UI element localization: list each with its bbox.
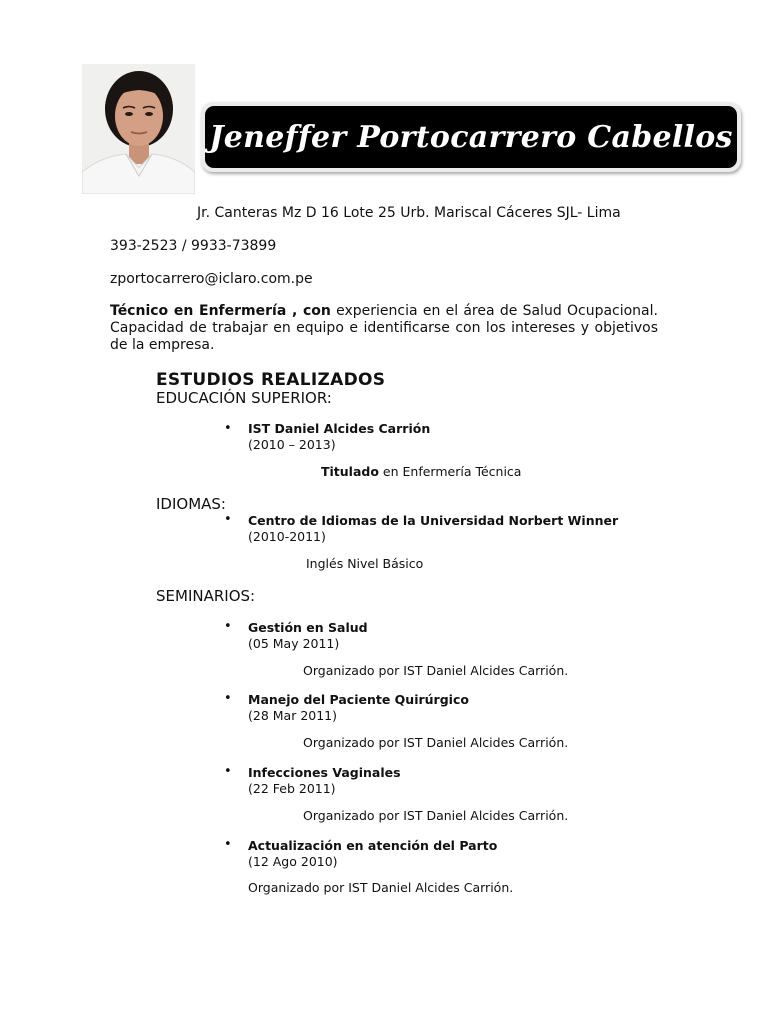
item-date: (05 May 2011) — [248, 636, 340, 651]
item-date: (2010 – 2013) — [248, 437, 336, 452]
summary-lead: Técnico en Enfermería , con — [110, 303, 331, 319]
list-item — [248, 692, 469, 723]
item-date: (22 Feb 2011) — [248, 781, 336, 796]
subheading-seminars: SEMINARIOS: — [156, 587, 256, 605]
list-item — [248, 838, 497, 869]
item-title: Infecciones Vaginales — [248, 765, 401, 780]
bullet-icon: • — [224, 764, 232, 779]
item-date: (2010-2011) — [248, 529, 326, 544]
item-title: Actualización en atención del Parto — [248, 838, 498, 853]
item-note: Organizado por IST Daniel Alcides Carrión. — [248, 880, 514, 895]
list-item — [248, 513, 618, 544]
subheading-higher-education: EDUCACIÓN SUPERIOR: — [156, 389, 332, 407]
profile-photo — [82, 64, 195, 194]
item-title: IST Daniel Alcides Carrión — [248, 421, 431, 436]
item-title: Gestión en Salud — [248, 620, 368, 635]
item-note — [321, 464, 521, 479]
address-line: Jr. Canteras Mz D 16 Lote 25 Urb. Mariscal Cáceres SJL- Lima — [197, 205, 621, 221]
bullet-icon: • — [224, 421, 232, 436]
list-item — [248, 620, 368, 651]
profile-summary — [110, 303, 658, 354]
item-note: Organizado por IST Daniel Alcides Carrión. — [303, 663, 569, 678]
item-date: (28 Mar 2011) — [248, 708, 338, 723]
item-title: Centro de Idiomas de la Universidad Norbert Winner — [248, 513, 619, 528]
section-heading-studies: ESTUDIOS REALIZADOS — [156, 370, 386, 390]
bullet-icon: • — [224, 837, 232, 852]
candidate-name: Jeneffer Portocarrero Cabellos — [209, 119, 733, 155]
note-text: en Enfermería Técnica — [378, 464, 522, 479]
item-note: Organizado por IST Daniel Alcides Carrión. — [303, 735, 569, 750]
list-item — [248, 421, 430, 452]
bullet-icon: • — [224, 619, 232, 634]
email-line: zportocarrero@iclaro.com.pe — [110, 271, 313, 287]
item-note: Inglés Nivel Básico — [306, 556, 424, 571]
note-bold: Titulado — [321, 464, 379, 479]
item-date: (12 Ago 2010) — [248, 854, 338, 869]
item-title: Manejo del Paciente Quirúrgico — [248, 692, 469, 707]
name-banner — [205, 106, 737, 168]
summary-text: experiencia en el área de Salud Ocupacional. Capacidad de trabajar en equipo e identificarse con los intereses y objetivos de la empresa. — [110, 303, 658, 353]
bullet-icon: • — [224, 691, 232, 706]
subheading-languages: IDIOMAS: — [156, 495, 226, 513]
item-note: Organizado por IST Daniel Alcides Carrión. — [303, 808, 569, 823]
bullet-icon: • — [224, 512, 232, 527]
phone-line: 393-2523 / 9933-73899 — [110, 238, 277, 254]
list-item — [248, 765, 401, 796]
